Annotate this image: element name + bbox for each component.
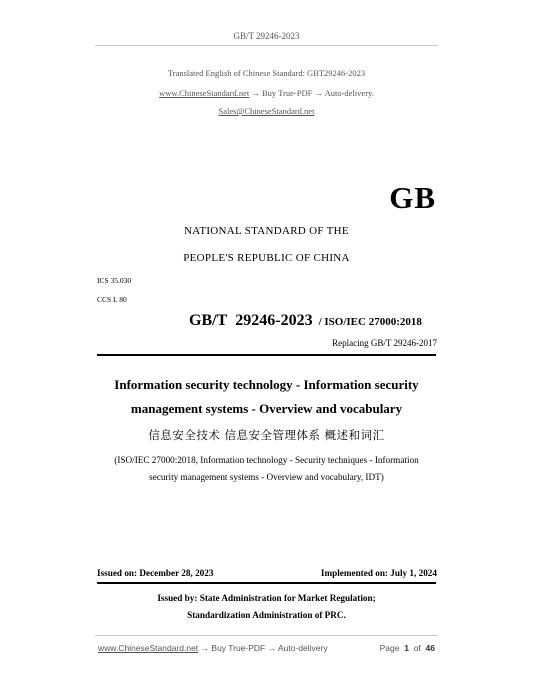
title-divider <box>97 354 436 356</box>
ccs-code: CCS L 80 <box>97 295 127 304</box>
running-header: GB/T 29246-2023 <box>233 31 300 41</box>
footer-buy-text: → Buy True-PDF → Auto-delivery <box>198 643 328 653</box>
dates-divider <box>97 582 436 584</box>
page-of: of <box>413 643 421 653</box>
title-english-line1: Information security technology - Information security <box>114 377 419 392</box>
standard-prefix: GB/T <box>189 312 228 329</box>
purchase-line <box>0 88 533 98</box>
ics-code: ICS 35.030 <box>97 276 132 285</box>
title-english-line2: management systems - Overview and vocabulary <box>130 401 403 416</box>
footer-purchase-line <box>98 643 328 653</box>
page-indicator <box>380 643 435 653</box>
page-total: 46 <box>425 643 435 653</box>
replacing-note: Replacing GB/T 29246-2017 <box>332 338 437 348</box>
issuer-line2: Standardization Administration of PRC. <box>187 610 346 620</box>
title-chinese: 信息安全技术 信息安全管理体系 概述和词汇 <box>148 428 385 442</box>
national-standard-line2: PEOPLE'S REPUBLIC OF CHINA <box>183 252 350 264</box>
issuer-line1: Issued by: State Administration for Market Regulation; <box>157 593 376 603</box>
standard-number <box>189 312 422 330</box>
standard-code: 29246-2023 <box>235 312 313 329</box>
site-link[interactable]: www.ChineseStandard.net <box>159 88 250 98</box>
national-standard-line1: NATIONAL STANDARD OF THE <box>184 225 349 237</box>
header-divider <box>95 45 438 46</box>
iso-reference: / ISO/IEC 27000:2018 <box>318 316 422 328</box>
equivalence-line1: (ISO/IEC 27000:2018, Information technology - Security techniques - Information <box>114 455 419 465</box>
page-label: Page <box>379 643 400 653</box>
implemented-date: Implemented on: July 1, 2024 <box>320 568 437 578</box>
page-current: 1 <box>404 643 409 653</box>
translation-note: Translated English of Chinese Standard: GBT29246-2023 <box>167 68 366 78</box>
issued-date: Issued on: December 28, 2023 <box>97 568 214 578</box>
equivalence-line2: security management systems - Overview and vocabulary, IDT) <box>149 472 384 482</box>
footer-site-link[interactable]: www.ChineseStandard.net <box>98 643 199 653</box>
gb-mark: GB <box>389 180 436 215</box>
buy-text: → Buy True-PDF → Auto-delivery. <box>249 88 374 98</box>
footer-divider <box>95 635 438 636</box>
sales-email-link[interactable]: Sales@ChineseStandard.net <box>218 106 315 116</box>
